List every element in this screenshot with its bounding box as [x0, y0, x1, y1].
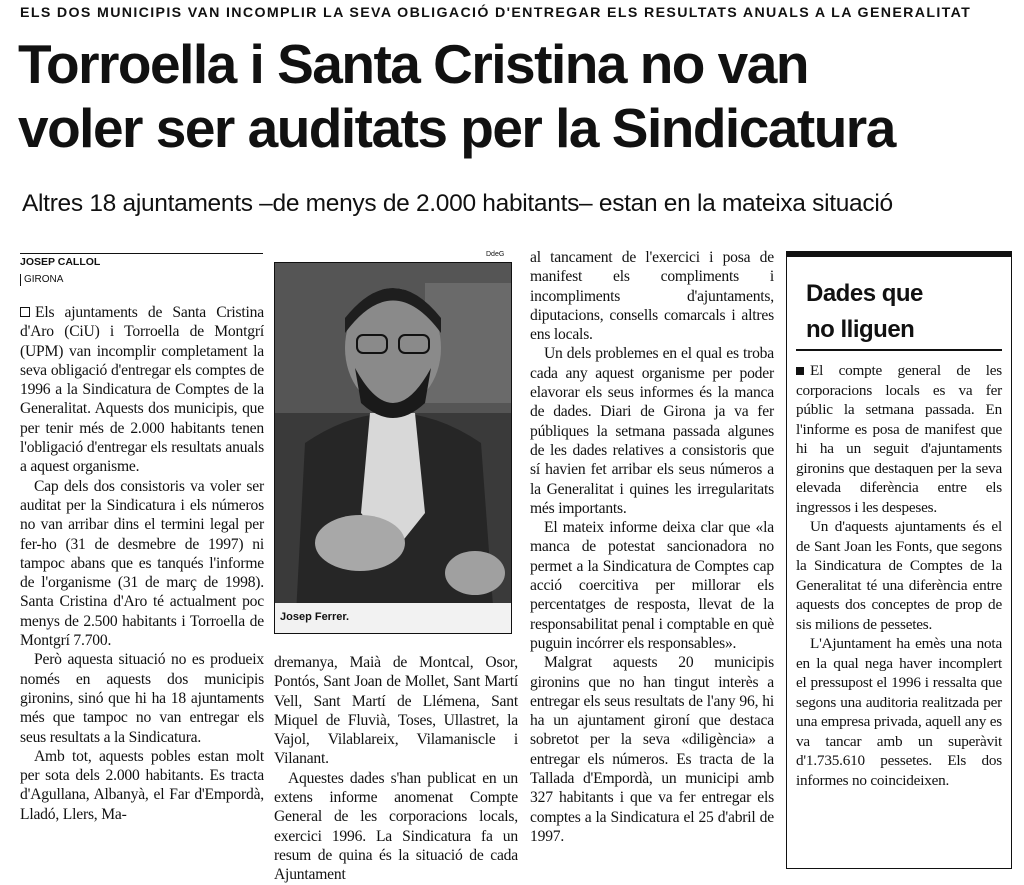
paragraph-marker-icon	[20, 307, 30, 317]
article-paragraph: Cap dels dos consistoris va voler ser auditat per la Sindicatura i els números no van arribar dins el termini legal per fer-ho (31 de desmebre de 1997) ni tampoc abans que es tanqués l'informe de l'organisme (31 de març de 1998). Santa Cristina d'Aro té actualment poc menys de 2.500 habitants i Torroella de Montgrí 7.700.	[20, 477, 264, 650]
subheadline: Altres 18 ajuntaments –de menys de 2.000 habitants– estan en la mateixa situació	[22, 190, 893, 217]
article-paragraph: Però aquesta situació no es produeix només en aquests dos municipis gironins, sinó que hi ha 18 ajuntaments més que tampoc no van entregar els seus resultats a la Sindicatura.	[20, 651, 264, 746]
article-paragraph: al tancament de l'exercici i posa de manifest els compliments i incompliments d'ajuntaments, diputacions, consells comarcals i altres ens locals.	[530, 249, 774, 344]
article-column-1	[20, 303, 264, 824]
sidebar-paragraph: L'Ajuntament ha emès una nota en la qual nega haver incomplert el pressupost el 1996 i ressalta que segons una auditoria realitzada per una empresa privada, aquell any es va tancar amb un superàvit d'1.735.610 pessetes. Els dos informes no coincideixen.	[796, 635, 1002, 789]
kicker: ELS DOS MUNICIPIS VAN INCOMPLIR LA SEVA OBLIGACIÓ D'ENTREGAR ELS RESULTATS ANUALS A LA GENERALITAT	[20, 5, 972, 21]
paragraph-text: Els ajuntaments de Santa Cristina d'Aro (CiU) i Torroella de Montgrí (UPM) van incomplir completament la seva obligació d'entregar els comptes de 1996 a la Sindicatura de Comptes de la Generalitat. Aquests dos municipis, que per tenir més de 2.000 habitants tenen l'obligació d'entregar els resultats anuals a aquest organisme.	[20, 304, 264, 476]
headline	[18, 32, 1018, 160]
sidebar-text	[796, 361, 1002, 790]
article-paragraph: dremanya, Maià de Montcal, Osor, Pontós, Sant Joan de Mollet, Sant Martí Vell, Sant Martí de Llémena, Sant Miquel de Fluvià, Toses, Ullastret, la Vajol, Vilablareix, Vilamaniscle i Vilanant.	[274, 654, 518, 768]
byline-author: JOSEP CALLOL	[20, 256, 101, 268]
article-paragraph: Aquestes dades s'han publicat en un extens informe anomenat Compte General de les corporacions locals, exercici 1996. La Sindicatura fa un resum de quina és la situació de cada Ajuntament	[274, 769, 518, 884]
sidebar-title	[806, 276, 1006, 348]
photo	[274, 262, 512, 634]
article-paragraph	[20, 303, 264, 477]
sidebar-paragraph	[796, 361, 1002, 517]
article-paragraph: Malgrat aquests 20 municipis gironins que no han tingut interès a entregar els seus resultats de l'any 96, hi ha un ajuntament gironí que destaca sobretot per la seva «diligència» a entregar els números. Es tracta de la Tallada d'Empordà, un municipi amb 327 habitants i que va fer entregar els comptes a la Sindicatura el 25 d'abril de 1997.	[530, 654, 774, 845]
photo-caption: Josep Ferrer.	[280, 611, 350, 623]
paragraph-text: El compte general de les corporacions locals es va fer públic la setmana passada. En l'informe es posa de manifest que hi ha un seguit d'ajuntaments gironins que destaquen per la seva elevada diferència entre els ingressos i les despeses.	[796, 362, 1002, 516]
article-paragraph: Un dels problemes en el qual es troba cada any aquest organisme per poder elavorar els seus informes és la manca de dades. Diari de Girona ja va fer públiques la setmana passada algunes de les dades relatives a consistoris que sí havien fet arribar els seus números a la Generalitat i quines les irregularitats més importants.	[530, 345, 774, 517]
paragraph-marker-icon	[796, 367, 804, 375]
photo-credit: DdeG	[486, 251, 505, 258]
headline-line-2: voler ser auditats per la Sindicatura	[18, 97, 895, 159]
sidebar-paragraph: Un d'aquests ajuntaments és el de Sant Joan les Fonts, que segons la Sindicatura de Comptes de la Generalitat té una diferència entre aquests dos conceptes de prop de sis milions de pessetes.	[796, 518, 1002, 633]
sidebar-rule	[796, 349, 1002, 351]
headline-line-1: Torroella i Santa Cristina no van	[18, 33, 808, 95]
article-paragraph: El mateix informe deixa clar que «la manca de potestat sancionadora no permet a la Sindicatura de Comptes cap acció coercitiva per millorar els percentatges de resposta, llevat de la responsabilitat penal i comptable en què puguin incórrer els responsables».	[530, 519, 774, 652]
sidebar-title-line-1: Dades que	[806, 280, 923, 307]
article-column-3	[530, 248, 774, 846]
sidebar-title-line-2: no lliguen	[806, 316, 915, 343]
byline-location: GIRONA	[20, 274, 63, 286]
article-column-2	[274, 653, 518, 885]
article-paragraph: Amb tot, aquests pobles estan molt per sota dels 2.000 habitants. Es tracta d'Agullana, Albanyà, el Far d'Empordà, Lladó, Llers, Ma-	[20, 747, 264, 823]
portrait-image	[275, 263, 511, 633]
byline-rule	[20, 253, 263, 254]
